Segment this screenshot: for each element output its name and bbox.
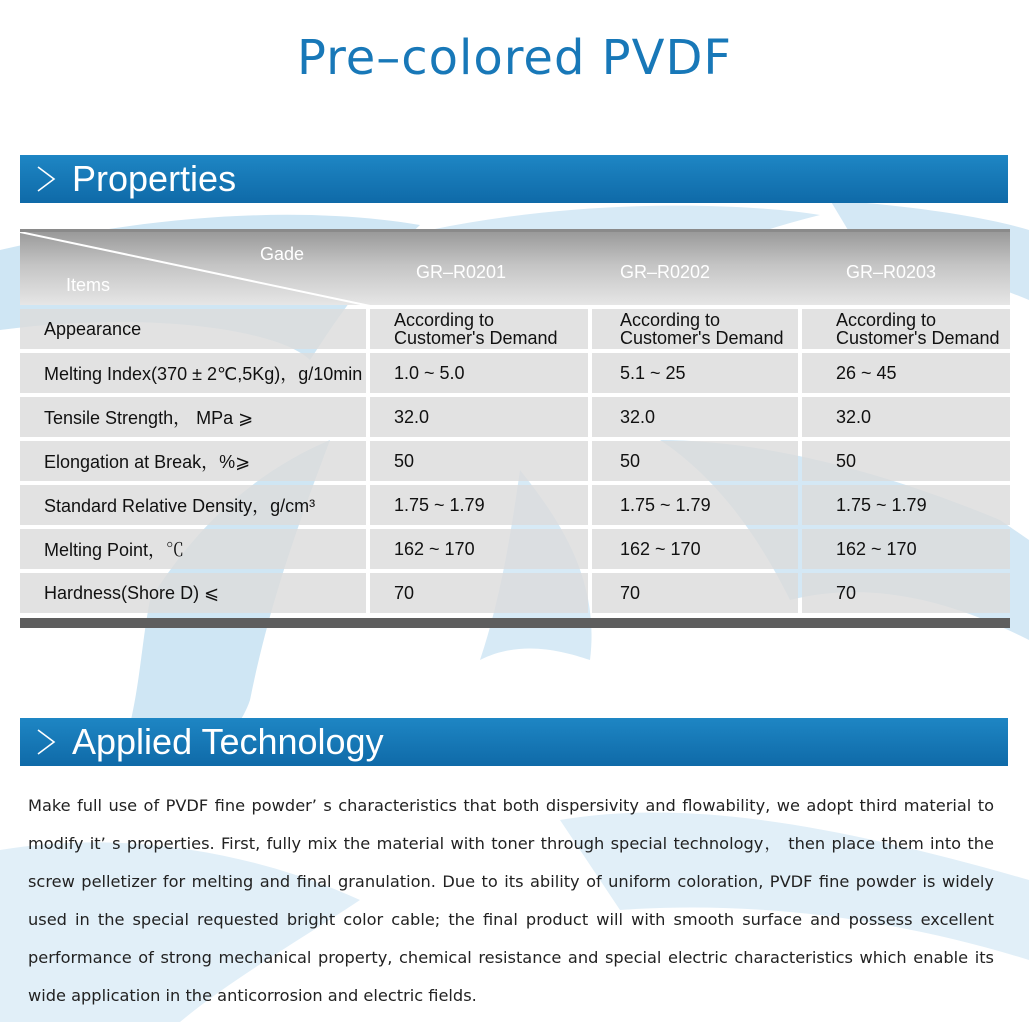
row-value-grade-3: 1.75 ~ 1.79 — [802, 485, 1010, 525]
row-value-grade-2: 162 ~ 170 — [592, 529, 798, 569]
applied-technology-section-header — [20, 718, 1008, 766]
table-row-tensile-strength — [20, 397, 1010, 441]
row-value-grade-1: 32.0 — [370, 397, 588, 437]
row-item-label: Melting Index(370 ± 2℃,5Kg)，g/10min — [20, 353, 366, 393]
row-value-grade-2: 50 — [592, 441, 798, 481]
row-value-grade-1: 1.75 ~ 1.79 — [370, 485, 588, 525]
table-row-appearance — [20, 309, 1010, 353]
row-value-grade-2: 32.0 — [592, 397, 798, 437]
properties-section-title: Properties — [72, 158, 237, 199]
header-grade-label: Gade — [260, 244, 305, 264]
row-value-grade-2: According to Customer's Demand — [592, 309, 798, 349]
row-value-grade-1: 50 — [370, 441, 588, 481]
table-header — [20, 229, 1010, 305]
row-value-grade-1: 162 ~ 170 — [370, 529, 588, 569]
table-row-density — [20, 485, 1010, 529]
table-bottom-rule — [20, 618, 1010, 628]
chevron-right-icon — [20, 155, 72, 203]
row-value-grade-3: 162 ~ 170 — [802, 529, 1010, 569]
header-items-label: Items — [66, 275, 111, 295]
row-item-label: Standard Relative Density，g/cm³ — [20, 485, 366, 525]
row-item-label: Elongation at Break，%⩾ — [20, 441, 366, 481]
row-value-grade-3: 26 ~ 45 — [802, 353, 1010, 393]
row-item-label: Appearance — [20, 309, 366, 349]
properties-table — [20, 229, 1010, 628]
chevron-right-icon — [20, 718, 72, 766]
header-grade-3: GR–R0203 — [846, 262, 937, 282]
row-value-grade-3: 32.0 — [802, 397, 1010, 437]
header-grade-2: GR–R0202 — [620, 262, 711, 282]
header-grade-1: GR–R0201 — [416, 262, 507, 282]
properties-section-header — [20, 155, 1008, 203]
table-row-hardness — [20, 573, 1010, 617]
applied-technology-paragraph: Make full use of PVDF fine powder’ s characteristics that both dispersivity and flowability, we adopt third material to modify it’ s properties. First, fully mix the material with toner through special technology， then place them into the screw pelletizer for melting and final granulation. Due to its ability of uniform coloration, PVDF fine powder is widely used in the special requested bright color cable; the final product will with smooth surface and possess excellent performance of strong mechanical property, chemical resistance and special electric characteristics which enable its wide application in the anticorrosion and electric fields. — [28, 796, 994, 1005]
row-value-grade-3: According to Customer's Demand — [802, 309, 1010, 349]
table-row-elongation — [20, 441, 1010, 485]
applied-technology-section-title: Applied Technology — [72, 721, 384, 762]
table-row-melting-index — [20, 353, 1010, 397]
row-value-grade-2: 1.75 ~ 1.79 — [592, 485, 798, 525]
table-row-melting-point — [20, 529, 1010, 573]
page-title: Pre–colored PVDF — [296, 30, 733, 86]
row-value-grade-3: 50 — [802, 441, 1010, 481]
row-value-grade-2: 5.1 ~ 25 — [592, 353, 798, 393]
row-value-grade-2: 70 — [592, 573, 798, 613]
row-value-grade-1: 1.0 ~ 5.0 — [370, 353, 588, 393]
row-value-grade-1: 70 — [370, 573, 588, 613]
row-value-grade-3: 70 — [802, 573, 1010, 613]
row-item-label: Melting Point，℃ — [20, 529, 366, 569]
row-item-label: Hardness(Shore D) ⩽ — [20, 573, 366, 613]
row-item-label: Tensile Strength， MPa ⩾ — [20, 397, 366, 437]
row-value-grade-1: According to Customer's Demand — [370, 309, 588, 349]
